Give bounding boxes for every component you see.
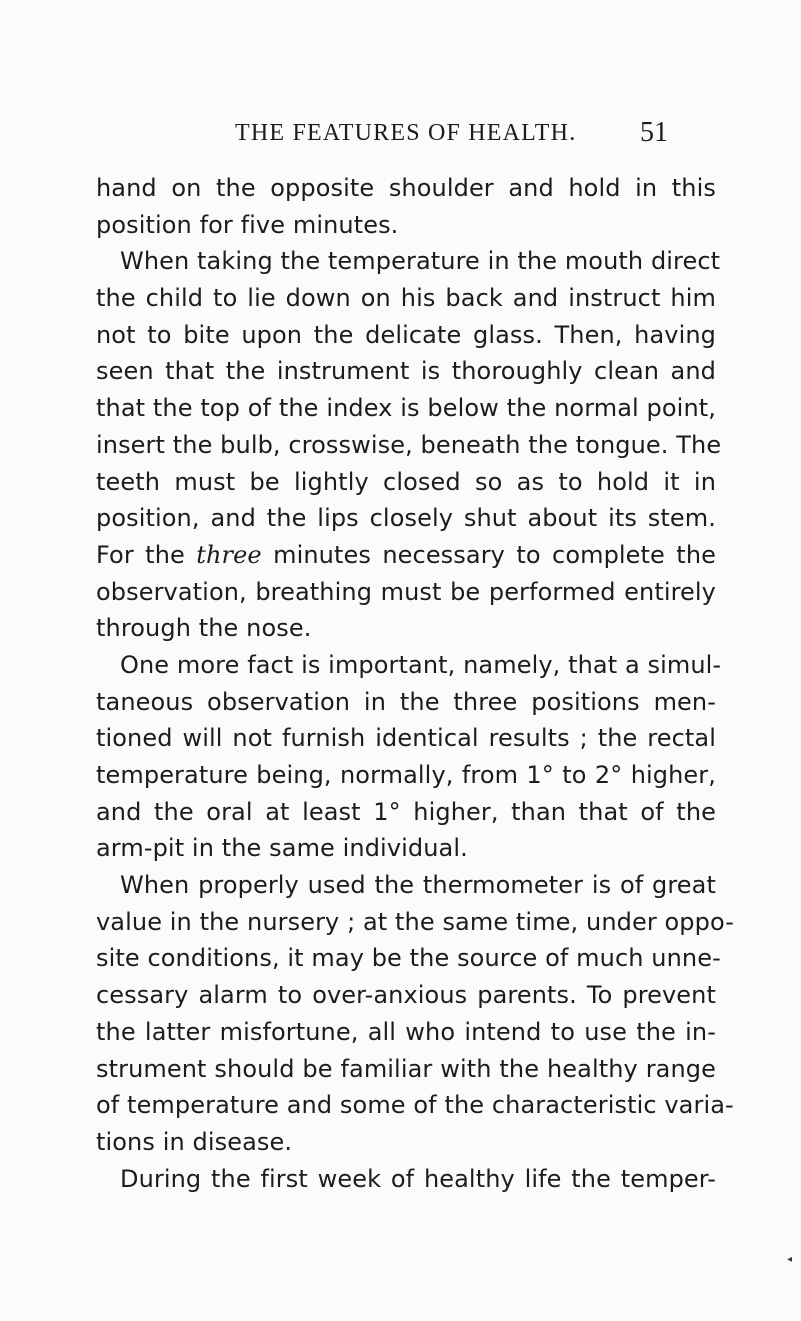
running-head: THE FEATURES OF HEALTH. xyxy=(235,120,577,146)
text-segment: For the xyxy=(96,540,197,569)
text-line: teeth must be lightly closed so as to hold it in xyxy=(96,467,716,496)
text-line: through the nose. xyxy=(96,614,312,643)
page-number: 51 xyxy=(640,117,668,148)
printer-mark: ◂ xyxy=(787,1254,793,1265)
text-line: arm-pit in the same individual. xyxy=(96,834,468,863)
text-line: the latter misfortune, all who intend to use the in- xyxy=(96,1017,716,1046)
text-line: value in the nursery ; at the same time, under oppo- xyxy=(96,907,734,936)
page-header xyxy=(0,118,801,158)
text-line: taneous observation in the three positions men- xyxy=(96,687,716,716)
text-line: One more fact is important, namely, that a simul- xyxy=(120,650,722,679)
text-line: site conditions, it may be the source of much unne- xyxy=(96,944,721,973)
text-line: the child to lie down on his back and instruct him xyxy=(96,284,716,313)
italic-word: three xyxy=(196,540,262,569)
text-line: that the top of the index is below the normal point, xyxy=(96,394,716,423)
text-line: of temperature and some of the characteristic varia- xyxy=(96,1091,734,1120)
text-line: position, and the lips closely shut about its stem. xyxy=(96,504,716,533)
text-line: seen that the instrument is thoroughly clean and xyxy=(96,357,716,386)
text-line: not to bite upon the delicate glass. Then, having xyxy=(96,320,716,349)
text-line: position for five minutes. xyxy=(96,210,399,239)
text-line: When properly used the thermometer is of great xyxy=(120,871,716,900)
text-line xyxy=(96,537,716,574)
text-line: tioned will not furnish identical results ; the rectal xyxy=(96,724,716,753)
text-line: cessary alarm to over-anxious parents. To prevent xyxy=(96,981,716,1010)
text-line: and the oral at least 1° higher, than that of the xyxy=(96,797,716,826)
text-line: temperature being, normally, from 1° to 2° higher, xyxy=(96,761,716,789)
text-line: hand on the opposite shoulder and hold in this xyxy=(96,174,716,202)
text-segment: minutes necessary to complete the xyxy=(261,540,716,569)
text-line: insert the bulb, crosswise, beneath the tongue. The xyxy=(96,430,722,459)
text-line: observation, breathing must be performed entirely xyxy=(96,577,716,606)
text-line: strument should be familiar with the healthy range xyxy=(96,1054,716,1083)
text-line: When taking the temperature in the mouth direct xyxy=(120,247,721,276)
text-line: During the first week of healthy life the temper- xyxy=(120,1164,716,1193)
body-text xyxy=(96,170,734,1197)
text-line: tions in disease. xyxy=(96,1127,293,1156)
